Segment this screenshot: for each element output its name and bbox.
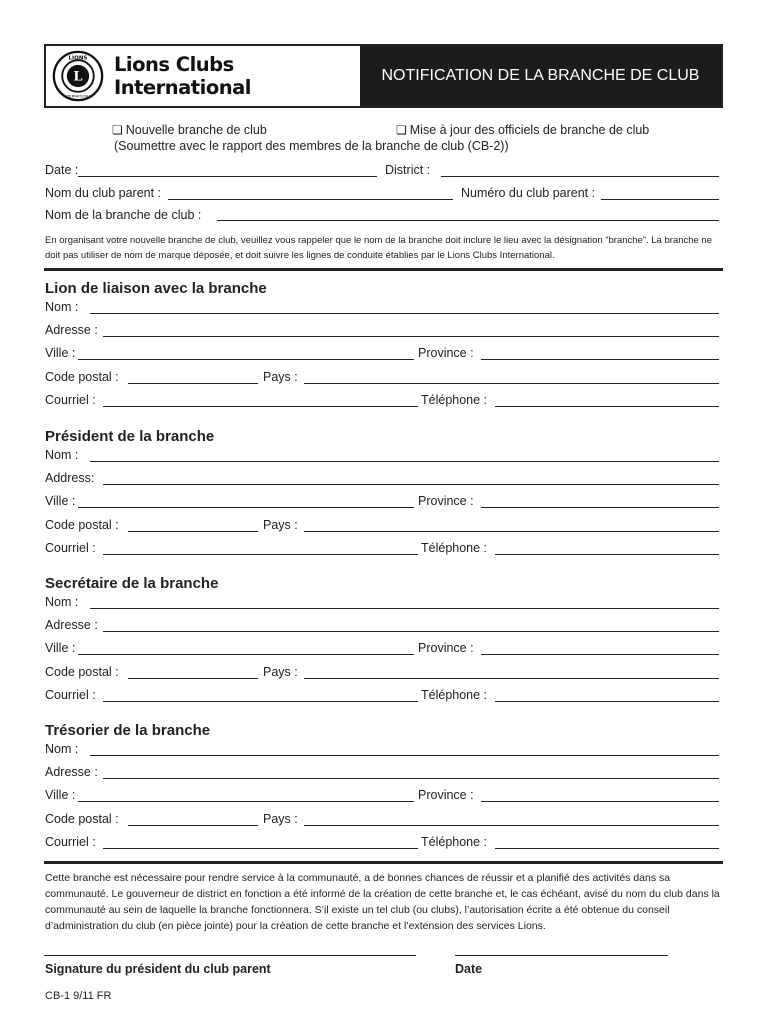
name-label: Nom :: [45, 595, 79, 609]
phone-field[interactable]: [495, 701, 719, 702]
province-field[interactable]: [481, 801, 719, 802]
form-header: [44, 44, 723, 108]
checkbox-icon[interactable]: ❏: [396, 123, 407, 137]
postal-field[interactable]: [128, 383, 258, 384]
city-field[interactable]: [78, 654, 414, 655]
country-label: Pays :: [263, 812, 298, 826]
postal-label: Code postal :: [45, 518, 119, 532]
postal-label: Code postal :: [45, 665, 119, 679]
country-label: Pays :: [263, 518, 298, 532]
phone-label: Téléphone :: [421, 541, 488, 555]
city-field[interactable]: [78, 801, 414, 802]
email-label: Courriel :: [45, 688, 96, 702]
city-field[interactable]: [78, 507, 414, 508]
address-field[interactable]: [103, 631, 719, 632]
checkbox-icon[interactable]: ❏: [112, 123, 123, 137]
date-field[interactable]: [78, 176, 377, 177]
province-label: Province :: [418, 641, 474, 655]
city-label: Ville :: [45, 346, 76, 360]
phone-field[interactable]: [495, 554, 719, 555]
phone-label: Téléphone :: [421, 688, 488, 702]
section-title: Secrétaire de la branche: [45, 575, 219, 592]
address-field[interactable]: [103, 336, 719, 337]
logo-text: LIONS: [68, 55, 88, 62]
email-label: Courriel :: [45, 541, 96, 555]
parent-club-label: Nom du club parent :: [45, 186, 162, 200]
province-label: Province :: [418, 346, 474, 360]
option-new-branch-label: Nouvelle branche de club: [125, 123, 267, 137]
district-label: District :: [385, 163, 431, 177]
email-label: Courriel :: [45, 835, 96, 849]
logo-subtext: INTERNATIONAL: [63, 94, 93, 99]
country-field[interactable]: [304, 678, 719, 679]
parent-number-field[interactable]: [601, 199, 719, 200]
divider: [44, 861, 723, 864]
svg-text:L: L: [73, 69, 83, 85]
name-field[interactable]: [90, 313, 719, 314]
city-label: Ville :: [45, 788, 76, 802]
name-field[interactable]: [90, 461, 719, 462]
name-field[interactable]: [90, 755, 719, 756]
logo-block: [46, 46, 358, 106]
phone-field[interactable]: [495, 848, 719, 849]
country-field[interactable]: [304, 531, 719, 532]
email-field[interactable]: [103, 406, 418, 407]
options-note: (Soumettre avec le rapport des membres de la branche de club (CB-2)): [114, 139, 509, 153]
date-label: Date :: [45, 163, 79, 177]
section-title: Lion de liaison avec la branche: [45, 280, 267, 297]
postal-field[interactable]: [128, 825, 258, 826]
phone-label: Téléphone :: [421, 393, 488, 407]
city-label: Ville :: [45, 641, 76, 655]
email-field[interactable]: [103, 848, 418, 849]
form-title: NOTIFICATION DE LA BRANCHE DE CLUB: [360, 46, 721, 106]
phone-field[interactable]: [495, 406, 719, 407]
province-label: Province :: [418, 788, 474, 802]
email-field[interactable]: [103, 554, 418, 555]
name-field[interactable]: [90, 608, 719, 609]
city-label: Ville :: [45, 494, 76, 508]
branch-name-field[interactable]: [217, 220, 719, 221]
city-field[interactable]: [78, 359, 414, 360]
country-field[interactable]: [304, 383, 719, 384]
province-field[interactable]: [481, 359, 719, 360]
address-field[interactable]: [103, 778, 719, 779]
address-label: Adresse :: [45, 618, 98, 632]
province-field[interactable]: [481, 654, 719, 655]
address-label: Adresse :: [45, 323, 98, 337]
postal-label: Code postal :: [45, 370, 119, 384]
option-new-branch[interactable]: [112, 123, 267, 137]
date-signature-field[interactable]: [455, 955, 668, 956]
parent-number-label: Numéro du club parent :: [461, 186, 596, 200]
signature-label: Signature du président du club parent: [45, 962, 271, 976]
email-field[interactable]: [103, 701, 418, 702]
signature-field[interactable]: [44, 955, 416, 956]
section-title: Trésorier de la branche: [45, 722, 211, 739]
address-label: Address:: [45, 471, 95, 485]
option-update-label: Mise à jour des officiels de branche de club: [409, 123, 650, 137]
name-label: Nom :: [45, 448, 79, 462]
name-label: Nom :: [45, 742, 79, 756]
branch-name-label: Nom de la branche de club :: [45, 208, 202, 222]
email-label: Courriel :: [45, 393, 96, 407]
province-field[interactable]: [481, 507, 719, 508]
district-field[interactable]: [441, 176, 719, 177]
brand-name: Lions Clubs International: [113, 53, 251, 99]
country-label: Pays :: [263, 370, 298, 384]
postal-field[interactable]: [128, 678, 258, 679]
country-field[interactable]: [304, 825, 719, 826]
province-label: Province :: [418, 494, 474, 508]
lions-logo-icon: [52, 48, 104, 104]
address-label: Adresse :: [45, 765, 98, 779]
form-code: CB-1 9/11 FR: [45, 990, 112, 1002]
country-label: Pays :: [263, 665, 298, 679]
signature-date-label: Date: [455, 962, 483, 976]
divider: [44, 268, 723, 271]
name-label: Nom :: [45, 300, 79, 314]
postal-field[interactable]: [128, 531, 258, 532]
address-field[interactable]: [103, 484, 719, 485]
phone-label: Téléphone :: [421, 835, 488, 849]
intro-text: En organisant votre nouvelle branche de club, veuillez vous rappeler que le nom de la branche doit inclure le lieu avec la désignation “branche”. La branche ne doit pas utiliser de nom de marque déposée, et doit suivre les lignes de conduite établies par le Lions Clubs International.: [45, 235, 713, 261]
closing-text: Cette branche est nécessaire pour rendre service à la communauté, a de bonnes chances de réussir et a planifié des activités dans sa communauté. Le gouverneur de district en fonction a été informé de la création de cette branche et, le cas échéant, avisé du nom du club dans la communauté au sein de laquelle la branche fonctionnera. S’il existe un tel club (ou clubs), l’autorisation écrite a été obtenue du conseil d’administration du club (en pièce jointe) pour la création de cette branche et l’extension des services Lions.: [45, 872, 720, 932]
section-title: Président de la branche: [45, 428, 215, 445]
postal-label: Code postal :: [45, 812, 119, 826]
parent-club-field[interactable]: [168, 199, 453, 200]
option-update[interactable]: [396, 123, 649, 137]
